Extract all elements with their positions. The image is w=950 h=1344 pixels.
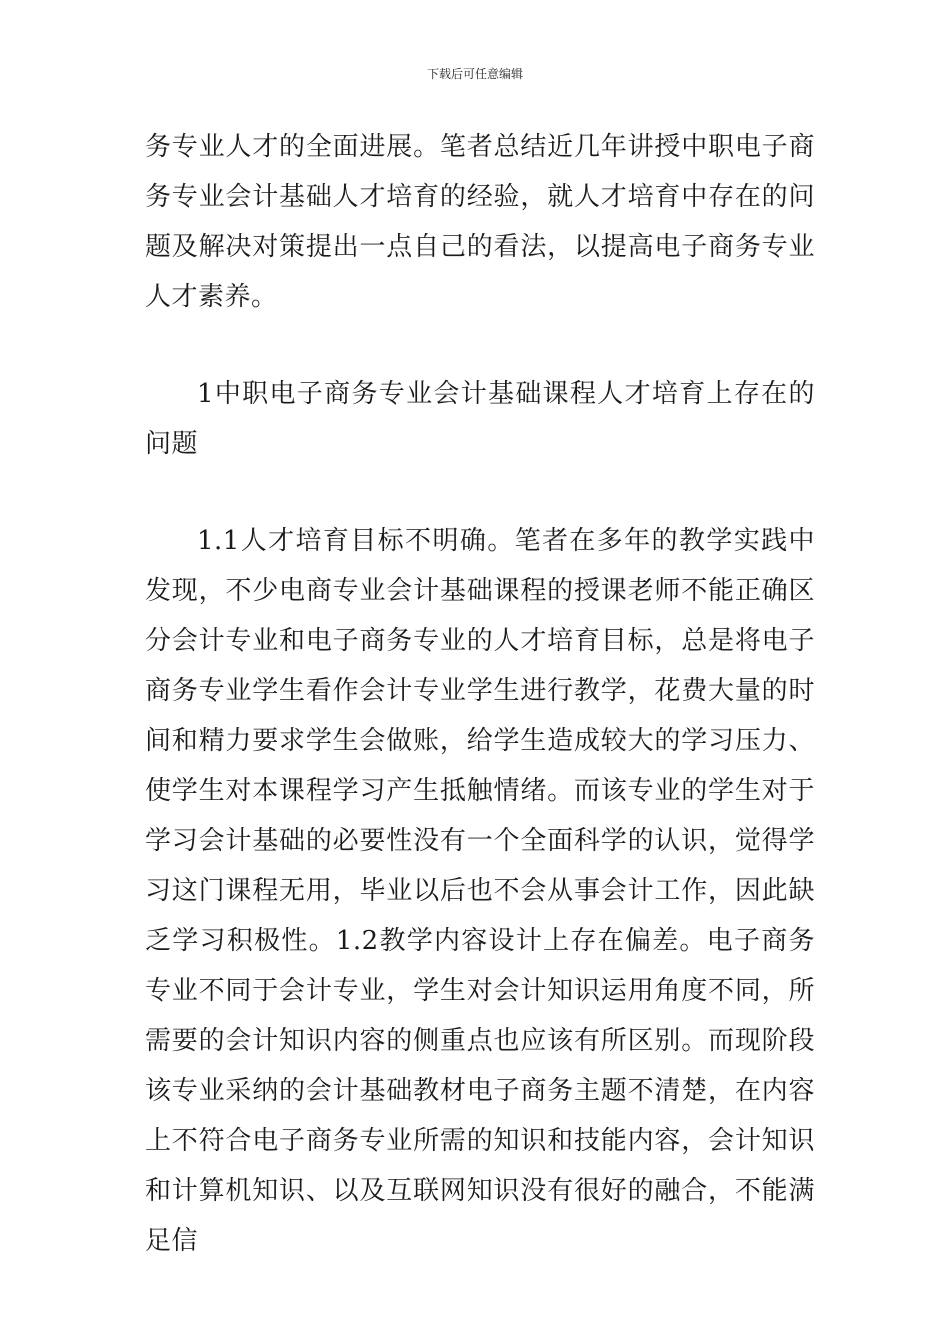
paragraph-gap — [145, 469, 815, 516]
section-heading-1: 1中职电子商务专业会计基础课程人才培育上存在的问题 — [145, 379, 815, 459]
paragraph-gap — [145, 322, 815, 369]
paragraph-intro-continuation: 务专业人才的全面进展。笔者总结近几年讲授中职电子商务专业会计基础人才培育的经验，就人才培育中存在的问题及解决对策提出一点自己的看法，以提高电子商务专业人才素养。 — [145, 132, 815, 312]
paragraph-section-1-1: 1.1人才培育目标不明确。笔者在多年的教学实践中发现，不少电商专业会计基础课程的授课老师不能正确区分会计专业和电子商务专业的人才培育目标，总是将电子商务专业学生看作会计专业学生进行教学，花费大量的时间和精力要求学生会做账，给学生造成较大的学习压力、使学生对本课程学习产生抵触情绪。而该专业的学生对于学习会计基础的必要性没有一个全面科学的认识，觉得学习这门课程无用，毕业以后也不会从事会计工作，因此缺乏学习积极性。1.2教学内容设计上存在偏差。电子商务专业不同于会计专业，学生对会计知识运用角度不同，所需要的会计知识内容的侧重点也应该有所区别。而现阶段该专业采纳的会计基础教材电子商务主题不清楚，在内容上不符合电子商务专业所需的知识和技能内容，会计知识和计算机知识、以及互联网知识没有很好的融合，不能满足信 — [145, 526, 815, 1256]
page-header-note: 下载后可任意编辑 — [426, 67, 523, 81]
document-body — [145, 122, 815, 1266]
